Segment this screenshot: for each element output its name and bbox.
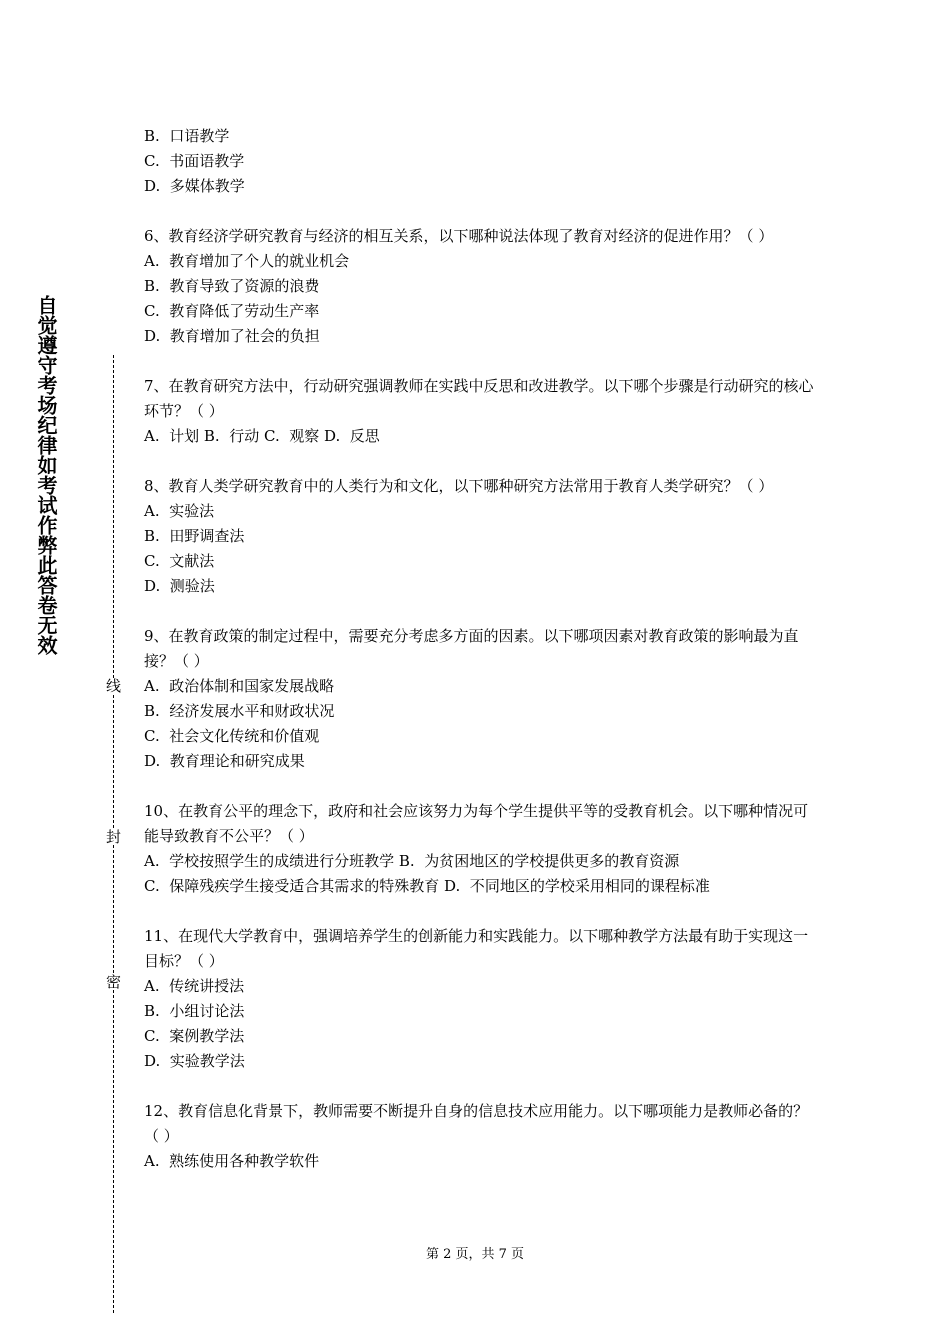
- question-6: [144, 224, 814, 349]
- option-c: C. 书面语教学: [144, 152, 245, 170]
- option-d: D. 多媒体教学: [144, 177, 245, 195]
- binding-mark-secret: 密: [104, 974, 122, 989]
- option-line-cd: C. 保障残疾学生接受适合其需求的特殊教育 D. 不同地区的学校采用相同的课程标准: [144, 877, 710, 895]
- option-a: A. 教育增加了个人的就业机会: [144, 252, 350, 270]
- question-5-tail-options: [144, 124, 814, 199]
- exam-discipline-notice: 自觉遵守考场纪律如考试作弊此答卷无效: [34, 295, 58, 655]
- option-a: A. 实验法: [144, 502, 215, 520]
- question-12: [144, 1099, 814, 1174]
- question-text: 8、教育人类学研究教育中的人类行为和文化，以下哪种研究方法常用于教育人类学研究？（ ）: [144, 477, 774, 495]
- option-c: C. 教育降低了劳动生产率: [144, 302, 320, 320]
- option-a: A. 政治体制和国家发展战略: [144, 677, 335, 695]
- option-d: D. 教育理论和研究成果: [144, 752, 305, 770]
- question-10: [144, 799, 814, 899]
- binding-mark-seal: 封: [104, 829, 122, 844]
- option-c: C. 文献法: [144, 552, 215, 570]
- question-text: 7、在教育研究方法中，行动研究强调教师在实践中反思和改进教学。以下哪个步骤是行动研究的核心环节？（ ）: [144, 377, 814, 420]
- page-number-footer: 第 2 页，共 7 页: [425, 1247, 525, 1262]
- question-9: [144, 624, 814, 774]
- binding-mark-line: 线: [104, 678, 122, 693]
- option-d: D. 测验法: [144, 577, 215, 595]
- option-c: C. 案例教学法: [144, 1027, 245, 1045]
- option-a: A. 传统讲授法: [144, 977, 245, 995]
- option-d: D. 实验教学法: [144, 1052, 245, 1070]
- option-a: A. 熟练使用各种教学软件: [144, 1152, 320, 1170]
- question-text: 9、在教育政策的制定过程中，需要充分考虑多方面的因素。以下哪项因素对教育政策的影响最为直接？（ ）: [144, 627, 799, 670]
- option-b: B. 小组讨论法: [144, 1002, 245, 1020]
- option-line: A. 计划 B. 行动 C. 观察 D. 反思: [144, 427, 380, 445]
- option-d: D. 教育增加了社会的负担: [144, 327, 320, 345]
- question-text: 6、教育经济学研究教育与经济的相互关系，以下哪种说法体现了教育对经济的促进作用？（ ）: [144, 227, 774, 245]
- question-text: 10、在教育公平的理念下，政府和社会应该努力为每个学生提供平等的受教育机会。以下哪种情况可能导致教育不公平？（ ）: [144, 802, 809, 845]
- option-b: B. 田野调查法: [144, 527, 245, 545]
- option-b: B. 教育导致了资源的浪费: [144, 277, 320, 295]
- question-text: 12、教育信息化背景下，教师需要不断提升自身的信息技术应用能力。以下哪项能力是教师必备的？（ ）: [144, 1102, 809, 1145]
- option-b: B. 口语教学: [144, 127, 230, 145]
- option-c: C. 社会文化传统和价值观: [144, 727, 320, 745]
- question-8: [144, 474, 814, 599]
- option-b: B. 经济发展水平和财政状况: [144, 702, 335, 720]
- question-text: 11、在现代大学教育中，强调培养学生的创新能力和实践能力。以下哪种教学方法最有助于实现这一目标？（ ）: [144, 927, 809, 970]
- question-11: [144, 924, 814, 1074]
- question-content: [144, 124, 814, 1174]
- option-line-ab: A. 学校按照学生的成绩进行分班教学 B. 为贫困地区的学校提供更多的教育资源: [144, 852, 680, 870]
- question-7: [144, 374, 814, 449]
